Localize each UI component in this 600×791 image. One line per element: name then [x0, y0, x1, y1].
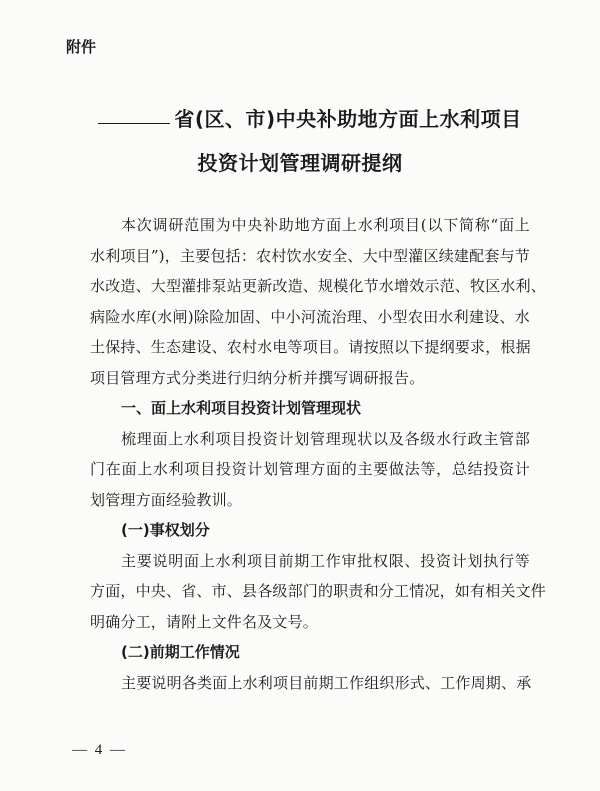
document-title-line-2: 投资计划管理调研提纲: [197, 151, 403, 175]
title-line-1-text: 省(区、市)中央补助地方面上水利项目: [174, 107, 522, 131]
paragraph-line: 主要说明各类面上水利项目前期工作组织形式、工作周期、承: [121, 673, 532, 692]
fill-in-blank: [98, 122, 170, 124]
paragraph-line: 梳理面上水利项目投资计划管理现状以及各级水行政主管部: [121, 429, 530, 448]
paragraph-line: 明确分工，请附上文件名及文号。: [90, 612, 319, 631]
document-body: [90, 210, 547, 698]
paragraph-line: 门在面上水利项目投资计划管理方面的主要做法等，总结投资计: [90, 460, 530, 478]
paragraph-line: 主要说明面上水利项目前期工作审批权限、投资计划执行等: [121, 551, 530, 570]
subsection-heading: (二)前期工作情况: [121, 643, 240, 661]
page-number: — 4 —: [72, 742, 127, 758]
paragraph-line: 项目管理方式分类进行归纳分析并撰写调研报告。: [90, 368, 425, 387]
paragraph-line: 水改造、大型灌排泵站更新改造、规模化节水增效示范、牧区水利、: [90, 277, 547, 295]
paragraph-line: 土保持、生态建设、农村水电等项目。请按照以下提纲要求，根据: [90, 338, 531, 356]
subsection-heading: (一)事权划分: [121, 521, 210, 539]
paragraph-line: 方面，中央、省、市、县各级部门的职责和分工情况，如有相关文件: [90, 582, 547, 600]
paragraph-line: 划管理方面经验教训。: [90, 490, 243, 509]
attachment-label: 附件: [66, 38, 97, 56]
document-title-line-1: [0, 103, 600, 132]
paragraph-line: 水利项目”)，主要包括：农村饮水安全、大中型灌区续建配套与节: [90, 246, 530, 265]
paragraph-line: 本次调研范围为中央补助地方面上水利项目(以下简称“面上: [121, 216, 530, 234]
section-heading: 一、面上水利项目投资计划管理现状: [121, 399, 362, 417]
paragraph-line: 病险水库(水闸)除险加固、中小河流治理、小型农田水利建设、水: [90, 307, 530, 326]
